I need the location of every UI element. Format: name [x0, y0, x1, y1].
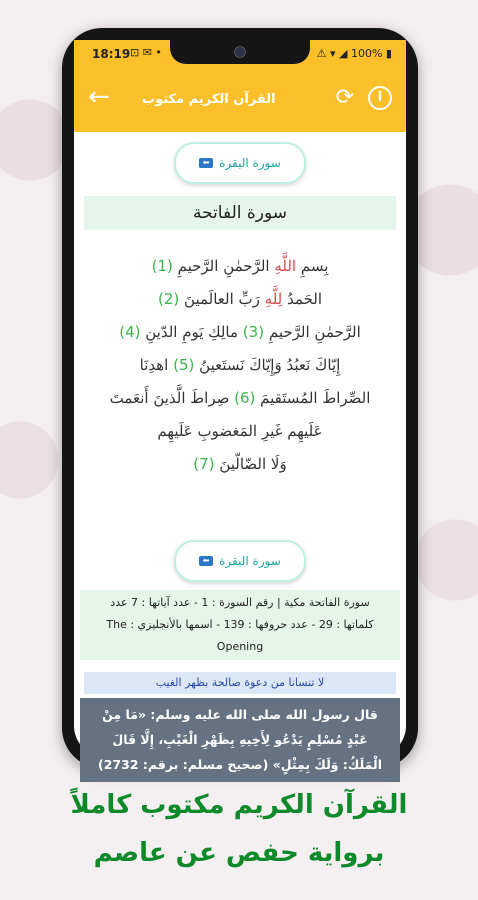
ayah-line: بِسمِ اللَّهِ الرَّحمٰنِ الرَّحيمِ (1) [151, 257, 329, 275]
promo-caption-line1: القرآن الكريم مكتوب كاملاً [70, 790, 408, 820]
refresh-icon[interactable]: ⟳ [335, 85, 354, 110]
ayah-line: عَلَيهِم غَيرِ المَغضوبِ عَلَيهِم [157, 422, 323, 440]
arrow-left-icon[interactable]: ← [88, 82, 110, 112]
app-bar [74, 70, 406, 132]
arrow-badge-icon: ⬅ [199, 556, 213, 566]
ayah-line: وَلَا الضّالّينَ (7) [193, 455, 287, 473]
phone-frame [62, 28, 418, 772]
ayah-line: إِيّاكَ نَعبُدُ وَإِيّاكَ نَستَعينُ (5) اهدِنَا [139, 356, 341, 374]
surah-title: سورة الفاتحة [84, 196, 396, 230]
next-surah-label: سورة البقرة [219, 156, 281, 170]
next-surah-label: سورة البقرة [219, 554, 281, 568]
camera-notch [170, 40, 310, 64]
camera-icon [234, 46, 246, 58]
ayah-number: (4) [119, 323, 141, 341]
ayah-number: (3) [242, 323, 265, 341]
ayah-number: (7) [193, 455, 215, 473]
ayah-number: (2) [158, 290, 180, 308]
status-bar [74, 40, 406, 70]
ayah-number: (6) [234, 389, 256, 407]
ayat-text [90, 250, 390, 481]
notification-icons: ⊡ ✉ • [130, 46, 162, 59]
ayah-line: الحَمدُ لِلَّهِ رَبِّ العالَمينَ (2) [158, 290, 322, 308]
surah-info: سورة الفاتحة مكية | رقم السورة : 1 - عدد آياتها : 7 عدد كلماتها : 29 - عدد حروفها : 139 - اسمها بالأنجليزي : The Opening [80, 590, 400, 660]
ayah-line: الصِّراطَ المُستَقيمَ (6) صِراطَ الَّذينَ أَنعَمتَ [109, 389, 371, 407]
app-title: القرآن الكريم مكتوب [142, 92, 276, 107]
main-content [74, 132, 406, 772]
ayah-number: (5) [173, 356, 195, 374]
hadith-box: قال رسول الله صلى الله عليه وسلم: «مَا مِنْ عَبْدٍ مُسْلِمٍ يَدْعُو لِأَخِيهِ بِظَهْرِ الْغَيْبِ، إِلَّا قَالَ الْمَلَكُ: وَلَكَ بِمِثْلٍ» (صحيح مسلم: برقم: 2732) [80, 698, 400, 782]
next-surah-button-bottom[interactable] [174, 540, 306, 582]
promo-caption-line2: برواية حفص عن عاصم [93, 838, 385, 868]
app-screen [74, 40, 406, 772]
dua-banner: لا تنسانا من دعوة صالحة بظهر الغيب [84, 672, 396, 694]
next-surah-button[interactable] [174, 142, 306, 184]
status-time: 18:19 [92, 47, 131, 61]
ayah-number: (1) [151, 257, 173, 275]
status-right: ⚠ ▾ ◢ 100% ▮ [316, 47, 392, 60]
info-icon[interactable]: i [368, 86, 392, 110]
ayah-line: الرَّحمٰنِ الرَّحيمِ (3) مالِكِ يَومِ الدّينِ (4) [119, 323, 361, 341]
arrow-badge-icon: ⬅ [199, 158, 213, 168]
